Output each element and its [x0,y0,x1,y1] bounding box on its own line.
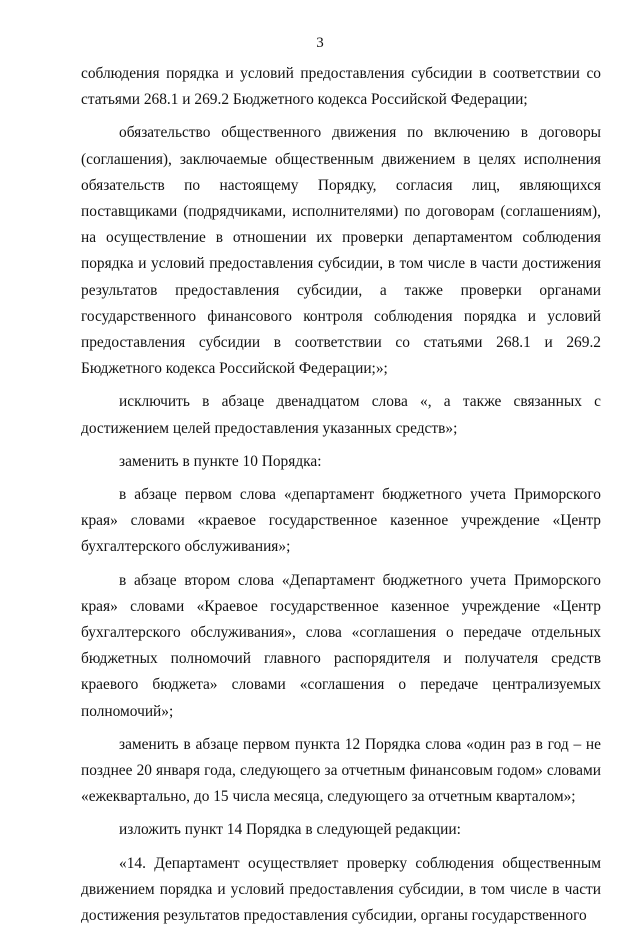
page-number: 3 [316,35,324,51]
paragraph-exclude-words: исключить в абзаце двенадцатом слова «, а также связанных с достижением целей предоставления указанных средств»; [81,393,601,437]
paragraph-replace-point-10: заменить в пункте 10 Порядка: [119,452,322,470]
paragraph-restate-point-14: изложить пункт 14 Порядка в следующей редакции: [119,821,461,839]
paragraph-point-14-text: «14. Департамент осуществляет проверку соблюдения общественным движением порядка и условий предоставления субсидии, в том числе в части достижения результатов предоставления субсидии, органы государственного [81,854,601,925]
paragraph-obligation-clause: обязательство общественного движения по включению в договоры (соглашения), заключаемые общественным движением в целях исполнения обязательств по настоящему Порядку, согласия лиц, являющихся поставщиками (подрядчиками, исполнителями) по договорам (соглашениям), на осуществление в отношении их проверки департаментом соблюдения порядка и условий предоставления субсидии, в том числе в части достижения результатов предоставления субсидии, а также проверки органами государственного финансового контроля соблюдения порядка и условий предоставления субсидии в соответствии со статьями 268.1 и 269.2 Бюджетного кодекса Российской Федерации;»; [81,124,601,378]
document-body [81,61,601,929]
paragraph-second-subparagraph: в абзаце втором слова «Департамент бюджетного учета Приморского края» словами «Краевое государственное казенное учреждение «Центр бухгалтерского обслуживания», слова «соглашения о передаче отдельных бюджетных полномочий главного распорядителя и получателя средств краевого бюджета» словами «соглашения о передаче централизуемых полномочий»; [81,571,601,720]
paragraph-first-subparagraph: в абзаце первом слова «департамент бюджетного учета Приморского края» словами «краевое государственное казенное учреждение «Центр бухгалтерского обслуживания»; [81,486,601,556]
paragraph-continuation: соблюдения порядка и условий предоставления субсидии в соответствии со статьями 268.1 и 269.2 Бюджетного кодекса Российской Федерации; [81,65,601,109]
paragraph-replace-point-12: заменить в абзаце первом пункта 12 Порядка слова «один раз в год – не позднее 20 января года, следующего за отчетным финансовым годом» словами «ежеквартально, до 15 числа месяца, следующего за отчетным кварталом»; [81,735,601,806]
